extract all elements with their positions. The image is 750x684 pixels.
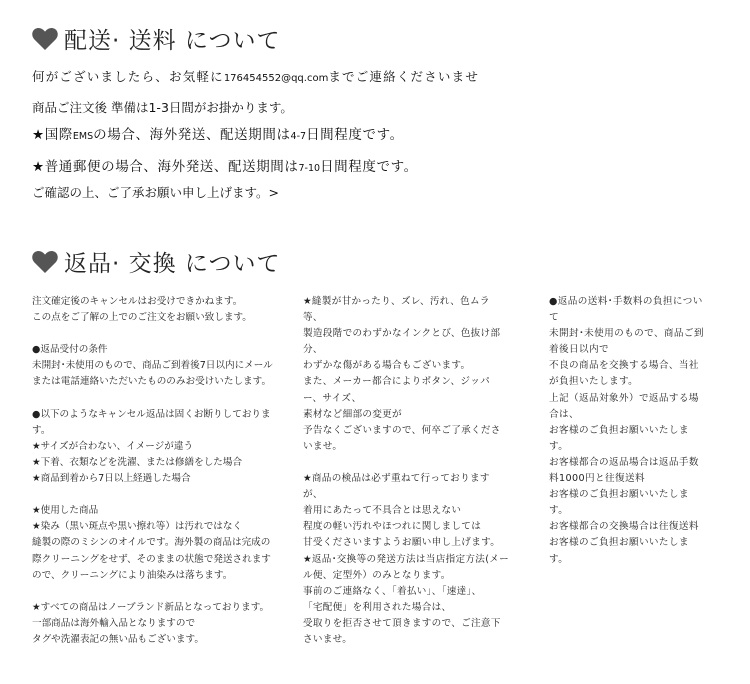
- post-line: ★普通郵便の場合、海外発送、配送期間は7-10日間程度です。: [32, 159, 418, 175]
- text-line: お客様のご負担お願いいたしま: [549, 424, 689, 436]
- text-line: 事前のご連絡なく、「着払い」、「速達」、: [303, 585, 482, 597]
- text-line: 分、: [303, 344, 323, 356]
- text-line: 未開封･未使用のもので、商品ご到: [549, 328, 704, 340]
- text-line: す。: [549, 505, 569, 517]
- text-line: 「宅配便」を利用された場合は、: [303, 601, 452, 613]
- text-line: 程度の軽い汚れやほつれに関しましては: [303, 521, 482, 533]
- text-line: 未開封･未使用のもので、商品ご到着後7日以内にメール: [32, 360, 273, 372]
- prep-line: 商品ご注文後 準備は1-3日間がお掛かります。: [32, 100, 293, 115]
- paragraph-gap: [32, 391, 290, 407]
- text-line: お客様のご負担お願いいたしま: [549, 537, 689, 549]
- text-line: お客様都合の返品場合は返品手数: [549, 456, 699, 468]
- returns-column-1: [32, 294, 290, 648]
- paragraph-gap: [32, 326, 290, 342]
- text-line: 予告なくございますので、何卒ご了承くださ: [303, 424, 501, 436]
- paragraph-gap: [303, 455, 528, 471]
- text-line: お客様のご負担お願いいたしま: [549, 489, 689, 501]
- text-line: ★染み（黒い斑点や黒い擦れ等）は汚れではなく: [32, 521, 243, 533]
- text-line: 等、: [303, 312, 323, 324]
- confirm-line: ご確認の上、ご了承お願い申し上げます。>: [32, 185, 279, 200]
- text-line: ★サイズが合わない、イメージが違う: [32, 440, 194, 452]
- ems-line: ★国際EMSの場合、海外発送、配送期間は4-7日間程度です。: [32, 127, 404, 143]
- text-line: 甘受くださいますようお願い申し上げます。: [303, 537, 501, 549]
- text-line: 上記（返品対象外）で返品する場: [549, 392, 699, 404]
- text-line: また、メーカー都合によりボタン、ジッパ: [303, 376, 491, 388]
- returns-title: 返品· 交換 について: [64, 251, 281, 277]
- text-line: 合は、: [549, 408, 579, 420]
- text-line: この点をご了解の上でのご注文をお願い致します。: [32, 312, 252, 324]
- heart-icon: [32, 250, 58, 274]
- text-line: わずかな傷がある場合もございます。: [303, 360, 471, 372]
- text-line: ★商品の検品は必ず重ねて行っております: [303, 473, 490, 485]
- text-line: ★使用した商品: [32, 505, 99, 517]
- text-line: す。: [32, 424, 51, 436]
- paragraph-gap: [32, 584, 290, 600]
- text-line: 注文確定後のキャンセルはお受けできかねます。: [32, 296, 243, 307]
- contact-email: 176454552@qq.com: [223, 73, 329, 84]
- text-line: す。: [549, 440, 569, 452]
- text-line: ★すべての商品はノーブランド新品となっております。: [32, 601, 270, 613]
- shipping-title: 配送· 送料 について: [64, 28, 281, 54]
- text-line: いませ。: [303, 440, 343, 452]
- text-line: ー、サイズ、: [303, 392, 362, 404]
- text-line: ル便、定型外）のみとなります。: [303, 569, 451, 581]
- returns-header: [32, 245, 280, 278]
- text-line: て: [549, 312, 559, 324]
- text-line: タグや洗濯表記の無い品もございます。: [32, 633, 204, 645]
- text-line: ★返品･交換等の発送方法は当店指定方法(メー: [303, 553, 510, 565]
- text-line: 縫製の際のミシンのオイルです。海外製の商品は完成の: [32, 537, 271, 549]
- text-line: 料1000円と往復送料: [549, 473, 645, 485]
- text-line: 素材など細部の変更が: [303, 408, 402, 420]
- text-line: 製造段階でのわずかなインクとび、色抜け部: [303, 328, 501, 340]
- shipping-header: [32, 22, 280, 55]
- text-line: ★商品到着から7日以上経過した場合: [32, 473, 191, 485]
- text-line: ●返品受付の条件: [32, 344, 108, 356]
- text-line: す。: [549, 553, 569, 565]
- text-line: ので、クリーニングにより油染みは落ちます。: [32, 569, 233, 581]
- text-line: 一部商品は海外輸入品となりますので: [32, 617, 196, 629]
- paragraph-gap: [32, 487, 290, 503]
- text-line: 不良の商品を交換する場合、当社: [549, 360, 699, 372]
- text-line: ★縫製が甘かったり、ズレ、汚れ、色ムラ: [303, 296, 490, 307]
- text-line: 際クリーニングをせず、そのままの状態で発送されます: [32, 553, 271, 565]
- text-line: 着後日以内で: [549, 344, 609, 356]
- text-line: ●返品の送料･手数料の負担につい: [549, 296, 703, 307]
- text-line: が負担いたします。: [549, 376, 639, 388]
- contact-line: 何がございましたら、お気軽に176454552@qq.comまでご連絡くださいませ: [32, 69, 480, 84]
- text-line: お客様都合の交換場合は往復送料: [549, 521, 699, 533]
- returns-column-2: [303, 294, 528, 648]
- text-line: 着用にあたって不具合とは思えない: [303, 505, 462, 517]
- text-line: または電話連絡いただいたもののみお受けいたします。: [32, 376, 272, 388]
- text-line: が、: [303, 489, 323, 501]
- text-line: 受取りを拒否させて頂きますので、ご注意下: [303, 617, 501, 629]
- text-line: ●以下のようなキャンセル返品は固くお断りしておりま: [32, 408, 271, 420]
- heart-icon: [32, 27, 58, 51]
- text-line: さいませ。: [303, 633, 353, 645]
- text-line: ★下着、衣類などを洗濯、または修繕をした場合: [32, 456, 243, 468]
- returns-column-3: [549, 294, 719, 568]
